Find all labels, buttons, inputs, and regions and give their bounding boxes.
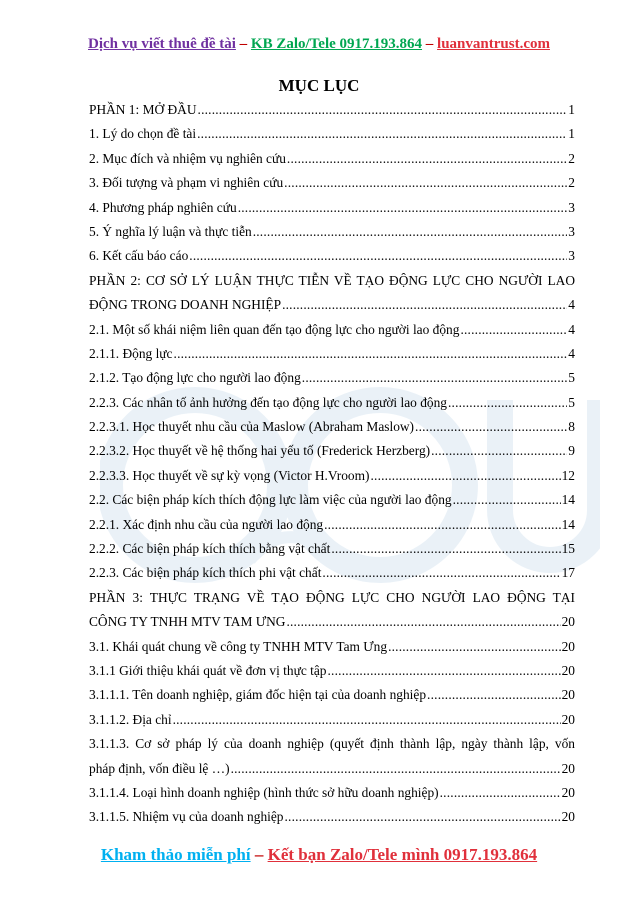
toc-entry[interactable] xyxy=(89,537,575,561)
toc-dot-leader xyxy=(287,147,567,171)
toc-page-number: 15 xyxy=(561,541,575,557)
toc-entry-title: 3.1.1.4. Loại hình doanh nghiệp (hình thức sở hữu doanh nghiệp) xyxy=(89,784,439,800)
header-separator: – xyxy=(422,36,438,52)
toc-dot-leader xyxy=(328,659,561,683)
toc-dot-leader xyxy=(282,293,567,317)
toc-entry[interactable] xyxy=(89,781,575,805)
toc-entry[interactable] xyxy=(89,293,575,317)
toc-dot-leader xyxy=(174,342,568,366)
toc-entry-title: 2.2.2. Các biện pháp kích thích bằng vật chất xyxy=(89,541,331,557)
toc-dot-leader xyxy=(324,513,560,537)
toc-entry[interactable] xyxy=(89,610,575,634)
toc-page-number: 5 xyxy=(568,370,575,386)
toc-page-number: 3 xyxy=(568,223,575,239)
toc-dot-leader xyxy=(453,488,561,512)
toc-entry[interactable] xyxy=(89,659,575,683)
toc-entry-title: 2.2.3. Các nhân tố ảnh hưởng đến tạo động lực cho người lao động xyxy=(89,394,447,410)
toc-entry-title: CÔNG TY TNHH MTV TAM ƯNG xyxy=(89,614,286,630)
toc-entry[interactable] xyxy=(89,635,575,659)
toc-dot-leader xyxy=(198,98,568,122)
page-footer xyxy=(0,845,638,865)
header-separator: – xyxy=(235,36,251,52)
toc-page-number: 20 xyxy=(561,638,575,654)
toc-entry[interactable] xyxy=(89,98,575,122)
toc-page-number: 8 xyxy=(568,419,575,435)
toc-page-number: 17 xyxy=(561,565,575,581)
toc-entry-title: 2.2.3.1. Học thuyết nhu cầu của Maslow (Abraham Maslow) xyxy=(89,419,415,435)
toc-dot-leader xyxy=(253,220,568,244)
toc-page-number: 12 xyxy=(561,467,575,483)
toc-entry-title: ĐỘNG TRONG DOANH NGHIỆP xyxy=(89,297,282,313)
toc-entry-title: 3.1.1.1. Tên doanh nghiệp, giám đốc hiện tại của doanh nghiệp xyxy=(89,687,427,703)
toc-entry[interactable] xyxy=(89,561,575,585)
header-service-link[interactable]: Dịch vụ viết thuê đề tài xyxy=(88,36,236,52)
toc-entry-title: PHẦN 1: MỞ ĐẦU xyxy=(89,101,197,117)
toc-page-number: 14 xyxy=(561,492,575,508)
toc-page-number: 20 xyxy=(561,784,575,800)
toc-entry[interactable] xyxy=(89,683,575,707)
toc-dot-leader xyxy=(448,391,567,415)
toc-dot-leader xyxy=(286,610,560,634)
toc-dot-leader xyxy=(284,171,567,195)
header-website-link[interactable]: luanvantrust.com xyxy=(437,36,550,52)
toc-page-number: 3 xyxy=(568,199,575,215)
toc-page-number: 2 xyxy=(568,150,575,166)
toc-entry-title: 2.2.3. Các biện pháp kích thích phi vật chất xyxy=(89,565,322,581)
toc-page-number: 4 xyxy=(568,345,575,361)
footer-separator: – xyxy=(250,845,268,864)
toc-entry-title: 4. Phương pháp nghiên cứu xyxy=(89,199,237,215)
toc-entry-line[interactable]: PHẦN 2: CƠ SỞ LÝ LUẬN THỰC TIỄN VỀ TẠO ĐỘNG LỰC CHO NGƯỜI LAO xyxy=(89,272,575,288)
toc-entry-title: 3.1.1 Giới thiệu khái quát về đơn vị thực tập xyxy=(89,663,327,678)
toc-page-number: 3 xyxy=(568,248,575,264)
toc-entry-title: 2. Mục đích và nhiệm vụ nghiên cứu xyxy=(89,150,286,166)
footer-contact-link[interactable]: Kết bạn Zalo/Tele mình 0917.193.864 xyxy=(267,845,538,864)
toc-entry-title: 2.1. Một số khái niệm liên quan đến tạo động lực cho người lao động xyxy=(89,321,460,337)
toc-entry-line[interactable]: 3.1.1.3. Cơ sở pháp lý của doanh nghiệp (quyết định thành lập, ngày thành lập, vốn xyxy=(89,736,575,752)
toc-entry[interactable] xyxy=(89,366,575,390)
toc-entry[interactable] xyxy=(89,171,575,195)
toc-entry[interactable] xyxy=(89,805,575,829)
toc-page-number: 20 xyxy=(561,614,575,630)
toc-page-number: 14 xyxy=(561,516,575,532)
toc-entry[interactable] xyxy=(89,757,575,781)
toc-page-number: 20 xyxy=(561,687,575,703)
toc-entry-title: 2.2. Các biện pháp kích thích động lực làm việc của người lao động xyxy=(89,492,452,508)
toc-dot-leader xyxy=(189,244,567,268)
toc-entry-title: 2.2.3.2. Học thuyết về hệ thống hai yếu tố (Frederick Herzberg) xyxy=(89,443,431,459)
toc-dot-leader xyxy=(431,439,567,463)
toc-entry[interactable] xyxy=(89,391,575,415)
toc-entry[interactable] xyxy=(89,513,575,537)
toc-entry-title: 2.1.1. Động lực xyxy=(89,345,173,361)
toc-entry[interactable] xyxy=(89,488,575,512)
toc-page-number: 5 xyxy=(568,394,575,410)
page-title: MỤC LỤC xyxy=(278,76,360,95)
toc-entry[interactable] xyxy=(89,244,575,268)
table-of-contents xyxy=(89,98,575,830)
toc-dot-leader xyxy=(197,122,567,146)
toc-page-number: 20 xyxy=(561,711,575,727)
toc-dot-leader xyxy=(440,781,561,805)
toc-page-number: 4 xyxy=(568,321,575,337)
toc-dot-leader xyxy=(302,366,568,390)
toc-entry[interactable] xyxy=(89,415,575,439)
toc-entry[interactable] xyxy=(89,220,575,244)
toc-entry-title: pháp định, vốn điều lệ …) xyxy=(89,760,230,776)
toc-entry[interactable] xyxy=(89,708,575,732)
toc-entry-title: 3.1. Khái quát chung về công ty TNHH MTV Tam Ưng xyxy=(89,638,388,654)
toc-entry[interactable] xyxy=(89,147,575,171)
toc-entry[interactable] xyxy=(89,196,575,220)
toc-dot-leader xyxy=(460,318,567,342)
toc-page-number: 20 xyxy=(561,663,575,678)
toc-entry-title: 6. Kết cấu báo cáo xyxy=(89,248,189,264)
toc-entry-title: 3.1.1.2. Địa chỉ xyxy=(89,711,172,727)
toc-entry[interactable] xyxy=(89,342,575,366)
toc-entry-title: 3. Đối tượng và phạm vi nghiên cứu xyxy=(89,175,284,191)
page-header xyxy=(0,36,638,53)
toc-page-number: 1 xyxy=(568,101,575,117)
toc-entry-line[interactable]: PHẦN 3: THỰC TRẠNG VỀ TẠO ĐỘNG LỰC CHO NGƯỜI LAO ĐỘNG TẠI xyxy=(89,589,575,605)
toc-entry[interactable] xyxy=(89,122,575,146)
toc-dot-leader xyxy=(370,464,560,488)
toc-dot-leader xyxy=(322,561,560,585)
toc-entry-title: 5. Ý nghĩa lý luận và thực tiễn xyxy=(89,223,252,239)
toc-entry-title: 2.2.1. Xác định nhu cầu của người lao động xyxy=(89,516,324,532)
toc-dot-leader xyxy=(388,635,561,659)
toc-entry[interactable] xyxy=(89,464,575,488)
toc-dot-leader xyxy=(173,708,561,732)
toc-entry-title: 2.1.2. Tạo động lực cho người lao động xyxy=(89,370,301,386)
toc-dot-leader xyxy=(415,415,567,439)
footer-free-reference-link[interactable]: Kham thảo miễn phí xyxy=(100,845,251,864)
toc-entry[interactable] xyxy=(89,318,575,342)
toc-entry[interactable] xyxy=(89,439,575,463)
toc-dot-leader xyxy=(427,683,561,707)
toc-page-number: 2 xyxy=(568,175,575,191)
toc-dot-leader xyxy=(285,805,561,829)
toc-page-number: 1 xyxy=(568,126,575,142)
toc-entry-title: 3.1.1.5. Nhiệm vụ của doanh nghiệp xyxy=(89,809,284,825)
toc-entry-title: 1. Lý do chọn đề tài xyxy=(89,126,197,142)
toc-page-number: 9 xyxy=(568,443,575,459)
toc-dot-leader xyxy=(238,196,568,220)
toc-page-number: 4 xyxy=(568,297,575,313)
toc-page-number: 20 xyxy=(561,809,575,825)
toc-entry-title: 2.2.3.3. Học thuyết về sự kỳ vọng (Victor H.Vroom) xyxy=(89,467,370,483)
toc-dot-leader xyxy=(331,537,560,561)
toc-dot-leader xyxy=(231,757,561,781)
toc-page-number: 20 xyxy=(561,760,575,776)
header-contact-link[interactable]: KB Zalo/Tele 0917.193.864 xyxy=(250,36,423,52)
